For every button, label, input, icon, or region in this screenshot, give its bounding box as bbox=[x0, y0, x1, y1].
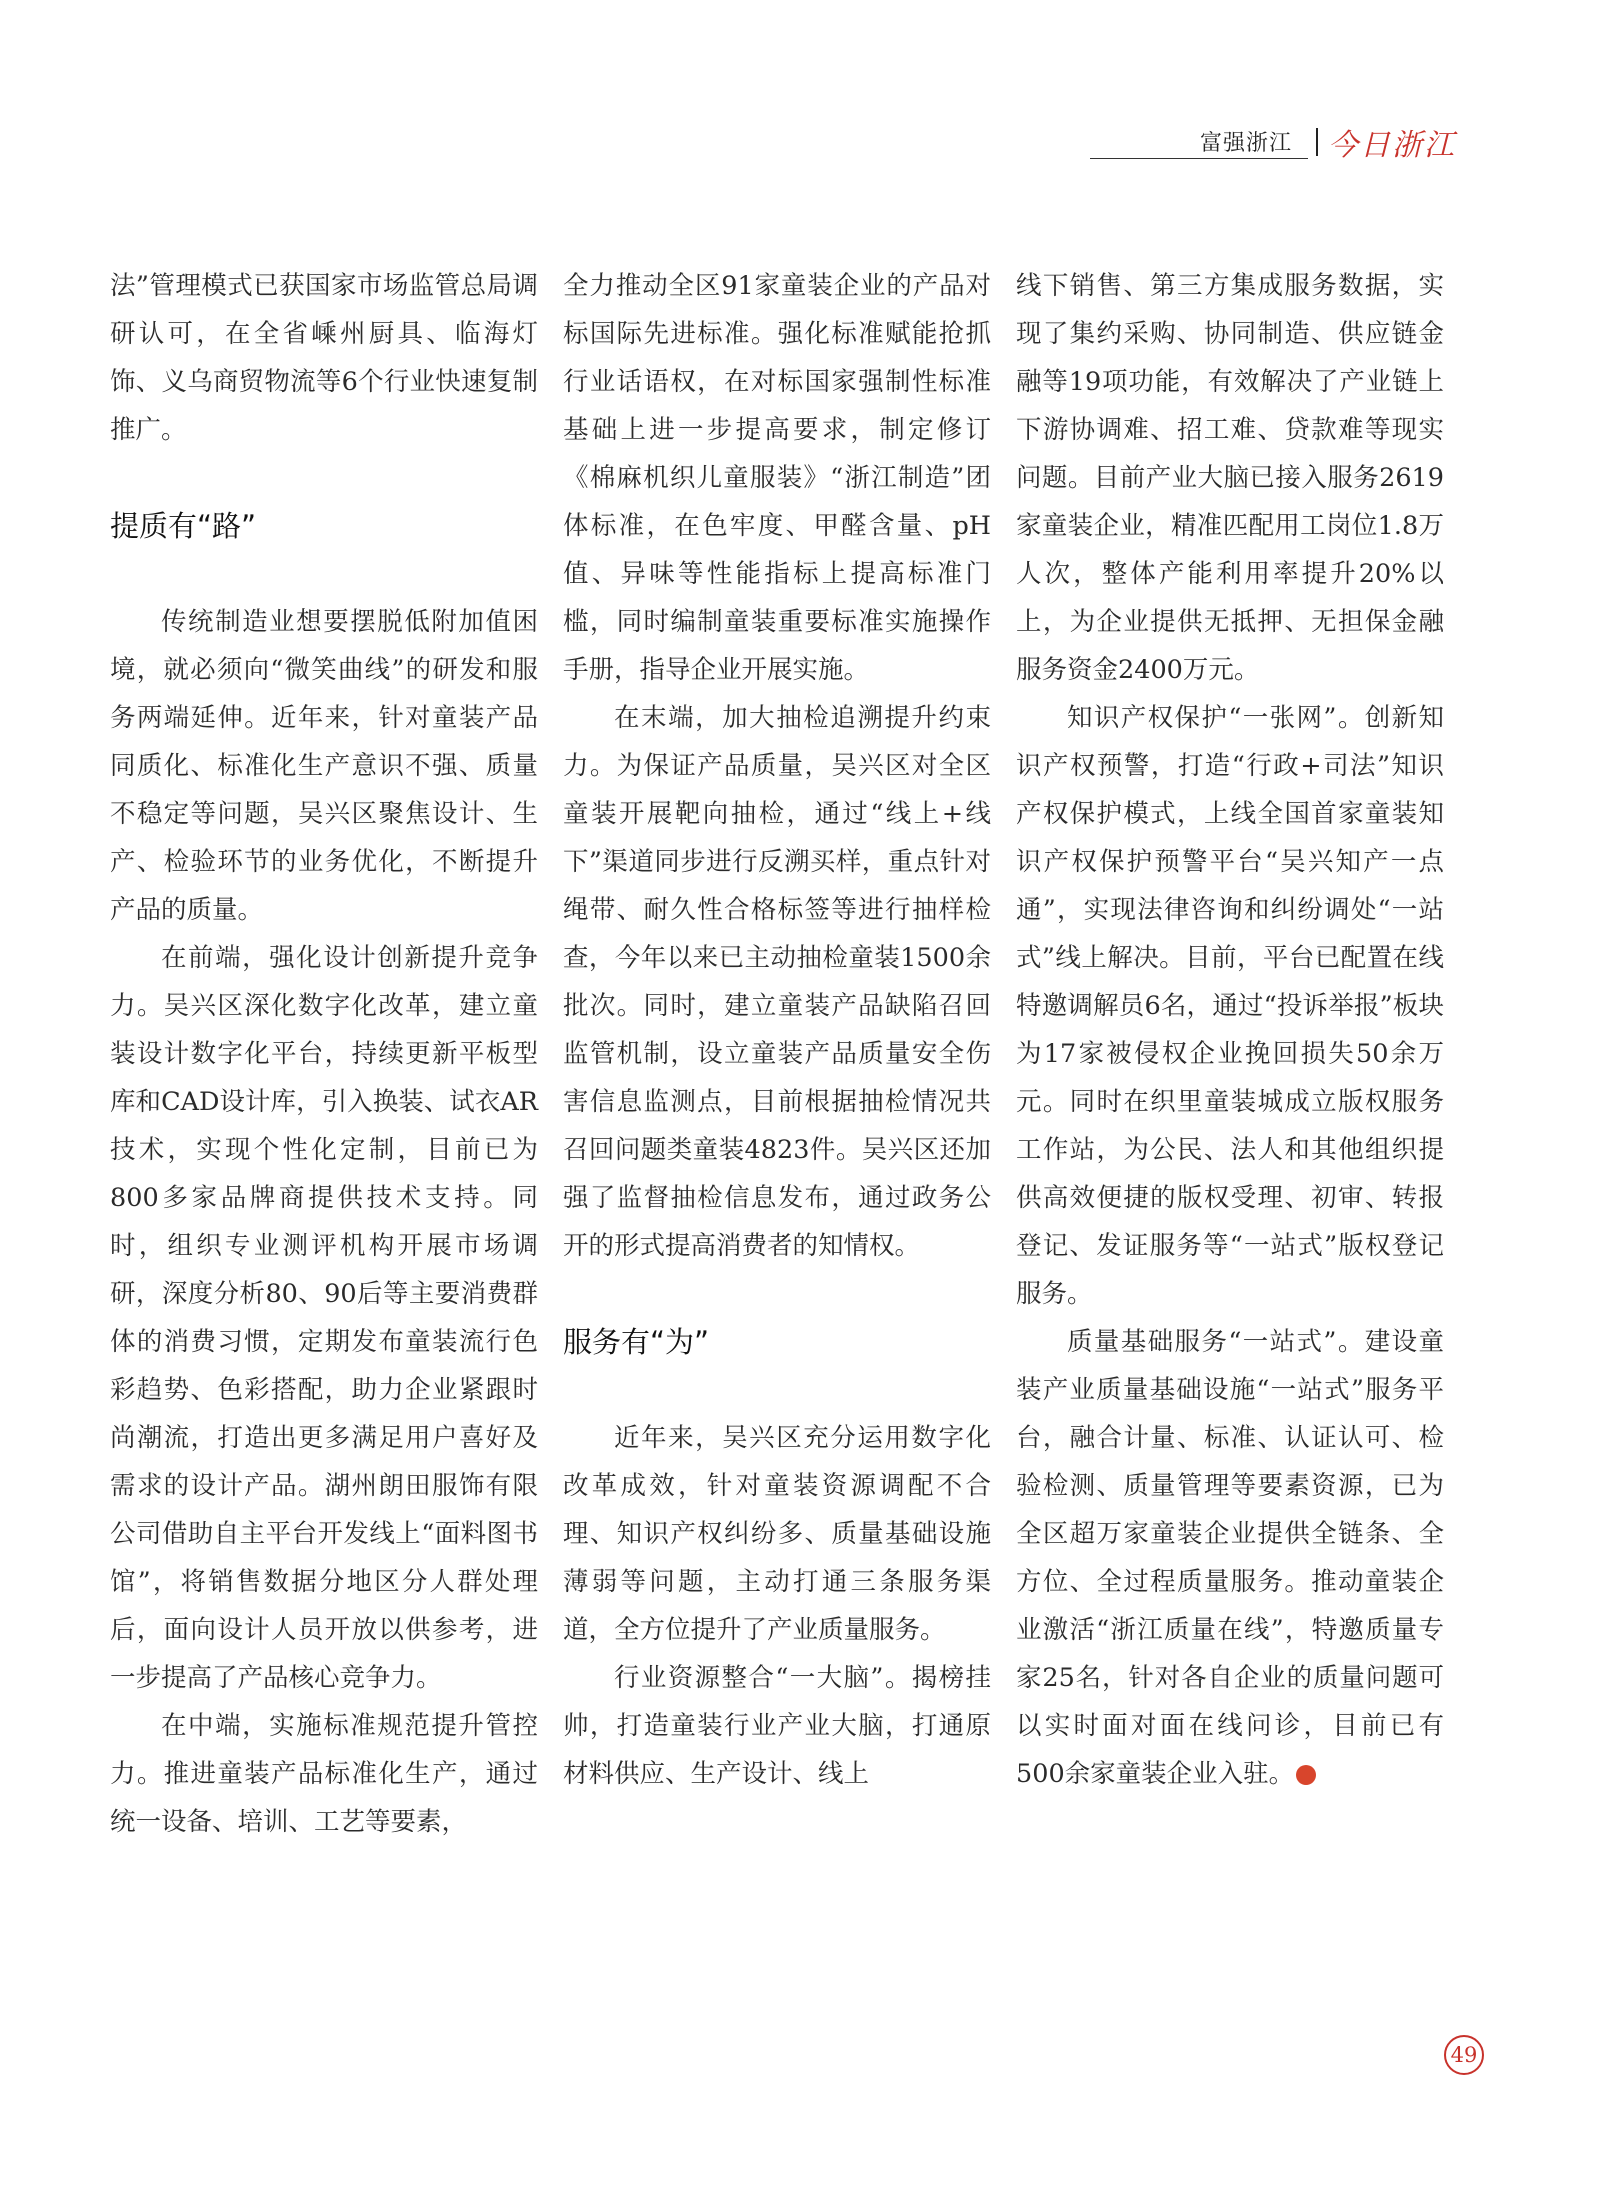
paragraph bbox=[110, 598, 538, 934]
header-rule bbox=[1090, 158, 1308, 159]
running-header bbox=[1090, 122, 1470, 162]
paragraph bbox=[563, 1654, 991, 1798]
paragraph bbox=[563, 694, 991, 1270]
page-number: 49 bbox=[1444, 2035, 1484, 2075]
paragraph bbox=[1016, 694, 1444, 1318]
paragraph-text: 知识产权保护“一张网”。创新知识产权预警，打造“行政+司法”知识产权保护模式，上线全国首家童装知识产权保护预警平台“吴兴知产一点通”，实现法律咨询和纠纷调处“一站式”线上解决。目前，平台已配置在线特邀调解员6名，通过“投诉举报”板块为17家被侵权企业挽回损失50余万元。同时在织里童装城成立版权服务工作站，为公民、法人和其他组织提供高效便捷的版权受理、初审、转报登记、发证服务等“一站式”版权登记服务。 bbox=[1016, 703, 1444, 1309]
paragraph bbox=[1016, 1318, 1444, 1798]
magazine-logo: 今日浙江 bbox=[1328, 128, 1456, 163]
paragraph-text: 质量基础服务“一站式”。建设童装产业质量基础设施“一站式”服务平台，融合计量、标准、认证认可、检验检测、质量管理等要素资源，已为全区超万家童装企业提供全链条、全方位、全过程质量服务。推动童装企业激活“浙江质量在线”，特邀质量专家25名，针对各自企业的质量问题可以实时面对面在线问诊，目前已有500余家童装企业入驻。 bbox=[1016, 1327, 1444, 1789]
paragraph bbox=[563, 1414, 991, 1654]
section-gap bbox=[110, 550, 538, 598]
paragraph-text: 在末端，加大抽检追溯提升约束力。为保证产品质量，吴兴区对全区童装开展靶向抽检，通过“线上+线下”渠道同步进行反溯买样，重点针对绳带、耐久性合格标签等进行抽样检查，今年以来已主动抽检童装1500余批次。同时，建立童装产品缺陷召回监管机制，设立童装产品质量安全伤害信息监测点，目前根据抽检情况共召回问题类童装4823件。吴兴区还加强了监督抽检信息发布，通过政务公开的形式提高消费者的知情权。 bbox=[563, 703, 991, 1261]
header-section-title: 富强浙江 bbox=[1200, 131, 1293, 156]
paragraph-text: 在前端，强化设计创新提升竞争力。吴兴区深化数字化改革，建立童装设计数字化平台，持续更新平板型库和CAD设计库，引入换装、试衣AR技术，实现个性化定制，目前已为800多家品牌商提供技术支持。同时，组织专业测评机构开展市场调研，深度分析80、90后等主要消费群体的消费习惯，定期发布童装流行色彩趋势、色彩搭配，助力企业紧跟时尚潮流，打造出更多满足用户喜好及需求的设计产品。湖州朗田服饰有限公司借助自主平台开发线上“面料图书馆”，将销售数据分地区分人群处理后，面向设计人员开放以供参考，进一步提高了产品核心竞争力。 bbox=[110, 943, 538, 1693]
article-column-1 bbox=[110, 262, 538, 1846]
article-column-3 bbox=[1016, 262, 1444, 1798]
section-heading: 服务有“为” bbox=[563, 1325, 710, 1359]
paragraph-text: 线下销售、第三方集成服务数据，实现了集约采购、协同制造、供应链金融等19项功能，有效解决了产业链上下游协调难、招工难、贷款难等现实问题。目前产业大脑已接入服务2619家童装企业，精准匹配用工岗位1.8万人次，整体产能利用率提升20%以上，为企业提供无抵押、无担保金融服务资金2400万元。 bbox=[1016, 271, 1444, 685]
end-mark-icon: 今 bbox=[1296, 1765, 1316, 1785]
paragraph bbox=[563, 262, 991, 694]
section-gap bbox=[563, 1270, 991, 1318]
paragraph-text: 行业资源整合“一大脑”。揭榜挂帅，打造童装行业产业大脑，打通原材料供应、生产设计、线上 bbox=[563, 1663, 991, 1789]
section-gap bbox=[110, 454, 538, 502]
paragraph-text: 近年来，吴兴区充分运用数字化改革成效，针对童装资源调配不合理、知识产权纠纷多、质量基础设施薄弱等问题，主动打通三条服务渠道，全方位提升了产业质量服务。 bbox=[563, 1423, 991, 1645]
article-column-2 bbox=[563, 262, 991, 1798]
header-divider bbox=[1316, 128, 1318, 156]
paragraph-text: 在中端，实施标准规范提升管控力。推进童装产品标准化生产，通过统一设备、培训、工艺等要素， bbox=[110, 1711, 538, 1837]
paragraph bbox=[110, 1702, 538, 1846]
section-gap bbox=[563, 1366, 991, 1414]
paragraph bbox=[110, 262, 538, 454]
section-heading: 提质有“路” bbox=[110, 509, 257, 543]
paragraph-text: 传统制造业想要摆脱低附加值困境，就必须向“微笑曲线”的研发和服务两端延伸。近年来，针对童装产品同质化、标准化生产意识不强、质量不稳定等问题，吴兴区聚焦设计、生产、检验环节的业务优化，不断提升产品的质量。 bbox=[110, 607, 538, 925]
paragraph-text: 法”管理模式已获国家市场监管总局调研认可，在全省嵊州厨具、临海灯饰、义乌商贸物流等6个行业快速复制推广。 bbox=[110, 271, 538, 445]
paragraph bbox=[1016, 262, 1444, 694]
paragraph-text: 全力推动全区91家童装企业的产品对标国际先进标准。强化标准赋能抢抓行业话语权，在对标国家强制性标准基础上进一步提高要求，制定修订《棉麻机织儿童服装》“浙江制造”团体标准，在色牢度、甲醛含量、pH值、异味等性能指标上提高标准门槛，同时编制童装重要标准实施操作手册，指导企业开展实施。 bbox=[563, 271, 991, 685]
paragraph bbox=[110, 934, 538, 1702]
